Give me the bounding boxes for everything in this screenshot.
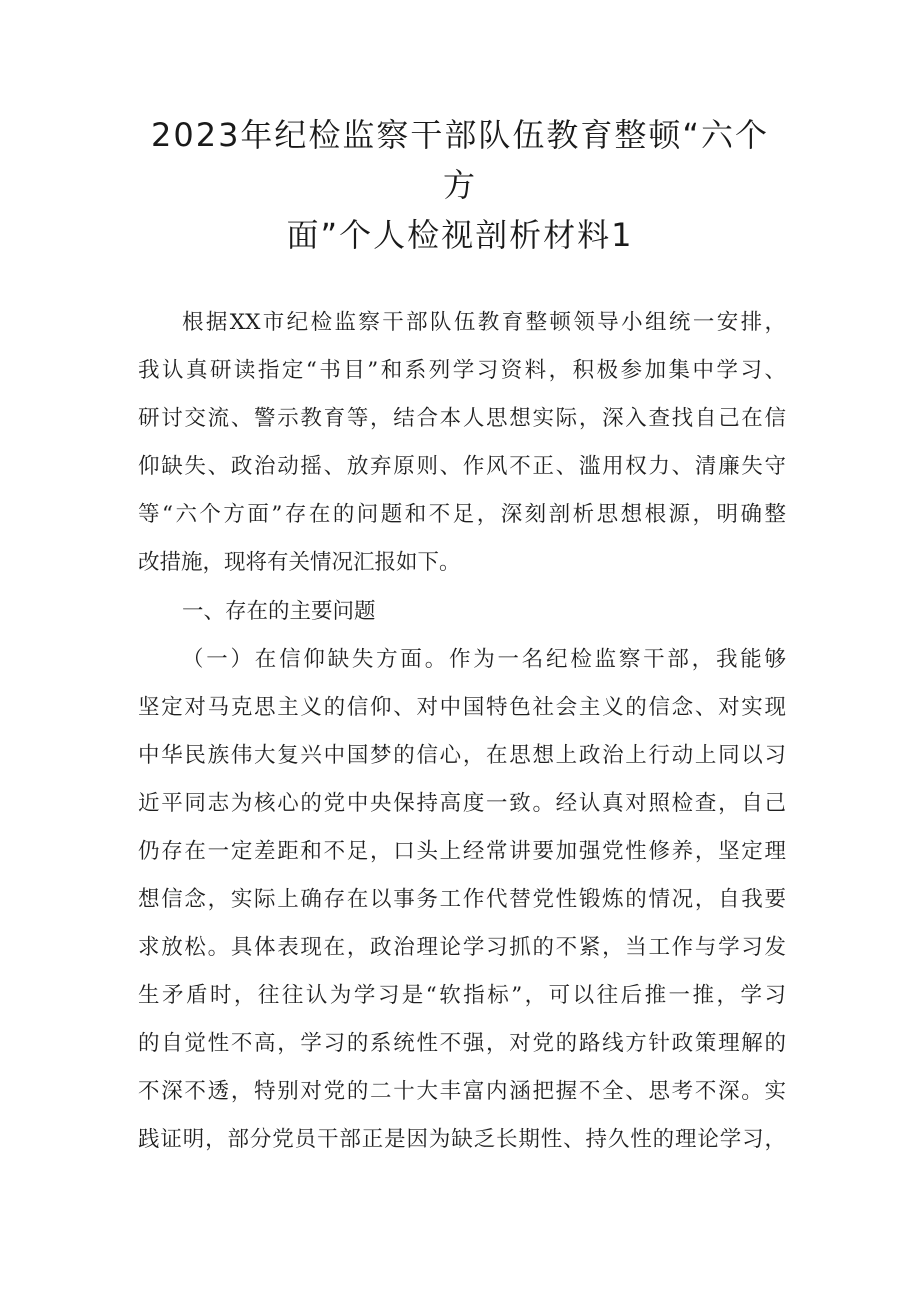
paragraph-1-line: 等“六个方面”存在的问题和不足，深刻剖析思想根源，明确整	[138, 502, 786, 527]
paragraph-2-line: 求放松。具体表现在，政治理论学习抓的不紧，当工作与学习发	[138, 935, 786, 960]
paragraph-2-line: 的自觉性不高，学习的系统性不强，对党的路线方针政策理解的	[138, 1031, 786, 1056]
document-title-line-1: 2023年纪检监察干部队伍教育整顿“六个	[150, 116, 770, 154]
paragraph-2-line: 践证明，部分党员干部正是因为缺乏长期性、持久性的理论学习，	[138, 1127, 786, 1152]
section-heading: 一、存在的主要问题	[182, 599, 376, 624]
paragraph-1-line: 仰缺失、政治动摇、放弃原则、作风不正、滥用权力、清廉失守	[138, 454, 786, 479]
paragraph-2-line: （一）在信仰缺失方面。作为一名纪检监察干部，我能够	[182, 647, 786, 672]
paragraph-2-line: 坚定对马克思主义的信仰、对中国特色社会主义的信念、对实现	[138, 695, 786, 720]
paragraph-1-line: 根据XX市纪检监察干部队伍教育整顿领导小组统一安排，	[182, 310, 786, 335]
paragraph-1-line: 研讨交流、警示教育等，结合本人思想实际，深入查找自己在信	[138, 406, 786, 431]
paragraph-1-line: 改措施，现将有关情况汇报如下。	[138, 550, 461, 575]
paragraph-2-line: 想信念，实际上确存在以事务工作代替党性锻炼的情况，自我要	[138, 887, 786, 912]
document-title-line-2: 方	[442, 166, 477, 204]
paragraph-2-line: 仍存在一定差距和不足，口头上经常讲要加强党性修养，坚定理	[138, 839, 786, 864]
paragraph-1-line: 我认真研读指定“书目”和系列学习资料，积极参加集中学习、	[138, 358, 786, 383]
document-title-line-3: 面”个人检视剖析材料1	[286, 216, 634, 254]
paragraph-2-line: 中华民族伟大复兴中国梦的信心，在思想上政治上行动上同以习	[138, 743, 786, 768]
paragraph-2-line: 近平同志为核心的党中央保持高度一致。经认真对照检查，自己	[138, 791, 786, 816]
paragraph-2-line: 不深不透，特别对党的二十大丰富内涵把握不全、思考不深。实	[138, 1079, 786, 1104]
paragraph-2-line: 生矛盾时，往往认为学习是“软指标”，可以往后推一推，学习	[138, 983, 786, 1008]
